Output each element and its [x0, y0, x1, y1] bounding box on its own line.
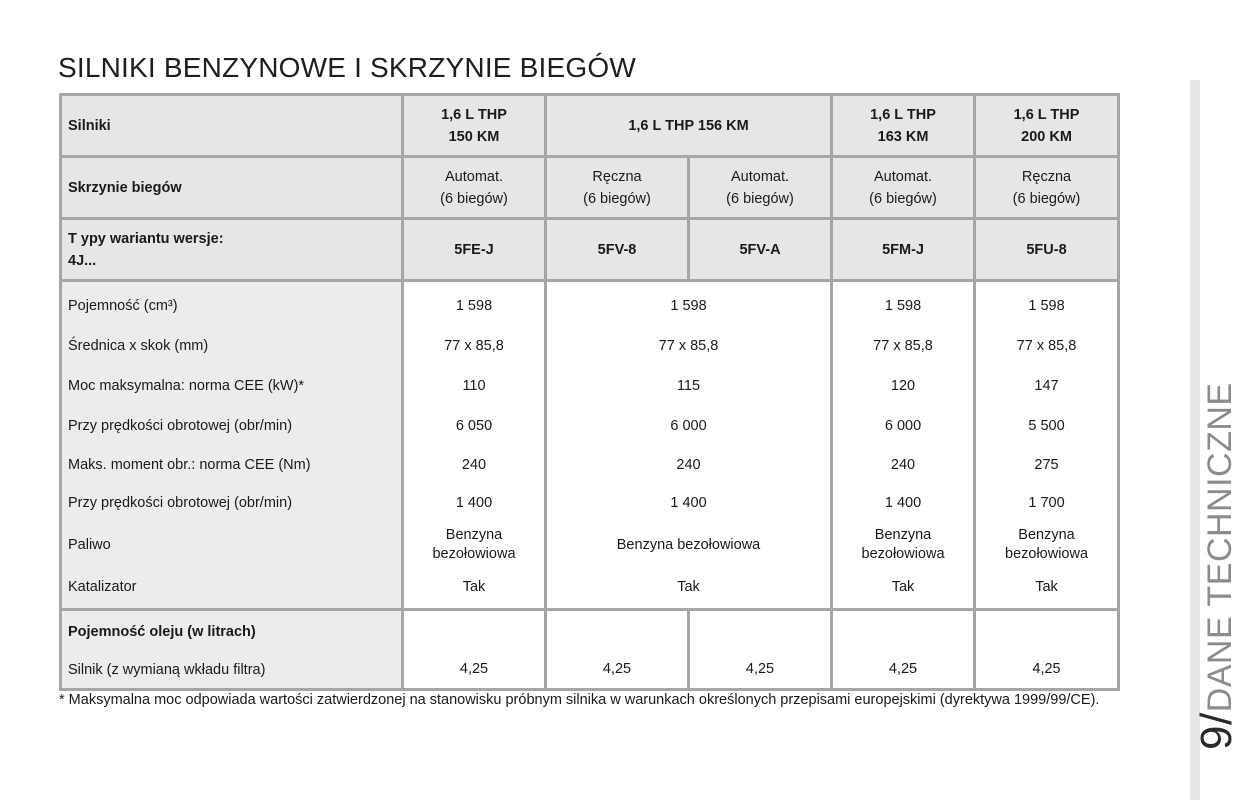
gearbox-type: Automat.: [874, 168, 933, 185]
engine-150-line2: 150 KM: [448, 128, 500, 145]
spec-column-150: [403, 281, 546, 610]
gearbox-type: Automat.: [444, 168, 504, 185]
gearbox-cell: [689, 157, 832, 219]
chapter-title: DANE TECHNICZNE: [1201, 382, 1239, 713]
engine-163-line2: 163 KM: [877, 128, 929, 145]
oil-value: 4,25: [403, 610, 546, 690]
engines-row: [61, 95, 1119, 157]
types-row: [61, 219, 1119, 281]
oil-value: 4,25: [689, 610, 832, 690]
spec-value: 1 400: [884, 495, 922, 511]
spec-column-163: [832, 281, 975, 610]
types-label-line2: 4J...: [68, 252, 97, 269]
spec-value: 1 598: [1028, 298, 1065, 314]
spec-value-fuel: Benzyna bezołowiowa: [616, 536, 761, 553]
spec-value-fuel: Benzyna bezołowiowa: [432, 527, 516, 562]
spec-value: 6 000: [670, 418, 707, 434]
spec-label-max-torque: Maks. moment obr.: norma CEE (Nm): [68, 457, 311, 473]
gearbox-type: Ręczna: [592, 168, 642, 185]
spec-value: 110: [462, 378, 486, 394]
types-label: [61, 219, 403, 281]
engines-label: Silniki: [61, 95, 403, 157]
engine-spec-table: [59, 93, 1120, 691]
spec-value-fuel: Benzyna bezołowiowa: [1005, 527, 1089, 562]
page-title: SILNIKI BENZYNOWE I SKRZYNIE BIEGÓW: [58, 52, 636, 83]
spec-value: 77 x 85,8: [658, 338, 719, 354]
spec-label-power-rpm: Przy prędkości obrotowej (obr/min): [68, 418, 293, 434]
spec-value: Tak: [462, 579, 486, 595]
footnote: [59, 690, 1119, 711]
gearbox-gears: (6 biegów): [869, 190, 937, 207]
type-code: 5FV-8: [546, 219, 689, 281]
spec-label-bore-stroke: Średnica x skok (mm): [68, 338, 209, 354]
engine-header-200: [975, 95, 1119, 157]
engine-header-150: [403, 95, 546, 157]
gearbox-gears: (6 biegów): [440, 190, 508, 207]
engine-header-163: [832, 95, 975, 157]
spec-column-200: [975, 281, 1119, 610]
engine-163-line1: 1,6 L THP: [870, 106, 936, 123]
spec-value: 240: [676, 457, 701, 473]
chapter-tab: [1192, 382, 1242, 750]
spec-value: 147: [1034, 378, 1059, 394]
spec-value: 1 598: [670, 298, 707, 314]
footnote-text: * Maksymalna moc odpowiada wartości zatwierdzonej na stanowisku próbnym silnika w warunkach określonych przepisami europejskimi (dyrektywa 1999/99/CE).: [59, 692, 1100, 708]
spec-value: Tak: [677, 579, 700, 595]
chapter-number: 9/: [1192, 712, 1241, 750]
gearbox-gears: (6 biegów): [583, 190, 651, 207]
spec-value: 77 x 85,8: [444, 338, 504, 354]
spec-value: 115: [676, 378, 701, 394]
spec-value: 240: [461, 457, 487, 473]
spec-value: 6 000: [884, 418, 922, 434]
spec-column-156: [546, 281, 832, 610]
gearbox-gears: (6 biegów): [1012, 190, 1081, 207]
gearbox-type: Ręczna: [1021, 168, 1072, 185]
spec-value: 1 400: [670, 495, 707, 511]
spec-value: 1 700: [1028, 495, 1065, 511]
type-code: 5FV-A: [689, 219, 832, 281]
gearbox-cell: [546, 157, 689, 219]
oil-capacity-row: [61, 610, 1119, 690]
engine-150-line1: 1,6 L THP: [441, 106, 507, 123]
spec-value: 1 400: [455, 495, 493, 511]
gearbox-gears: (6 biegów): [726, 190, 794, 207]
type-code: 5FM-J: [832, 219, 975, 281]
oil-value: 4,25: [832, 610, 975, 690]
specs-block: [61, 281, 1119, 610]
spec-label-displacement: Pojemność (cm³): [68, 298, 178, 314]
gearbox-type: Automat.: [730, 168, 790, 185]
spec-value: 5 500: [1028, 418, 1065, 434]
spec-value: Tak: [1035, 579, 1058, 595]
spec-value: 1 598: [884, 298, 922, 314]
spec-value: Tak: [891, 579, 915, 595]
spec-value: 77 x 85,8: [873, 338, 933, 354]
spec-label-fuel: Paliwo: [68, 536, 111, 553]
spec-labels: [61, 281, 403, 610]
spec-value: 240: [890, 457, 916, 473]
spec-value-fuel: Benzyna bezołowiowa: [861, 527, 945, 562]
gearbox-row: [61, 157, 1119, 219]
type-code: 5FU-8: [975, 219, 1119, 281]
type-code: 5FE-J: [403, 219, 546, 281]
types-label-line1: T ypy wariantu wersje:: [68, 230, 224, 247]
gearbox-cell: [832, 157, 975, 219]
oil-labels: [61, 610, 403, 690]
spec-value: 120: [890, 378, 916, 394]
spec-label-torque-rpm: Przy prędkości obrotowej (obr/min): [68, 495, 293, 511]
oil-engine-label: Silnik (z wymianą wkładu filtra): [68, 662, 266, 678]
gearbox-label: Skrzynie biegów: [61, 157, 403, 219]
spec-label-catalyst: Katalizator: [68, 579, 137, 595]
oil-value: 4,25: [546, 610, 689, 690]
engine-200-line2: 200 KM: [1021, 128, 1072, 145]
spec-value: 275: [1034, 457, 1059, 473]
engine-header-156: 1,6 L THP 156 KM: [546, 95, 832, 157]
spec-value: 77 x 85,8: [1016, 338, 1077, 354]
oil-heading: Pojemność oleju (w litrach): [68, 624, 256, 640]
gearbox-cell: [403, 157, 546, 219]
gearbox-cell: [975, 157, 1119, 219]
oil-value: 4,25: [975, 610, 1119, 690]
spec-value: 1 598: [455, 298, 493, 314]
spec-value: 6 050: [455, 418, 493, 434]
spec-label-max-power: Moc maksymalna: norma CEE (kW)*: [68, 378, 305, 394]
engine-200-line1: 1,6 L THP: [1013, 106, 1080, 123]
